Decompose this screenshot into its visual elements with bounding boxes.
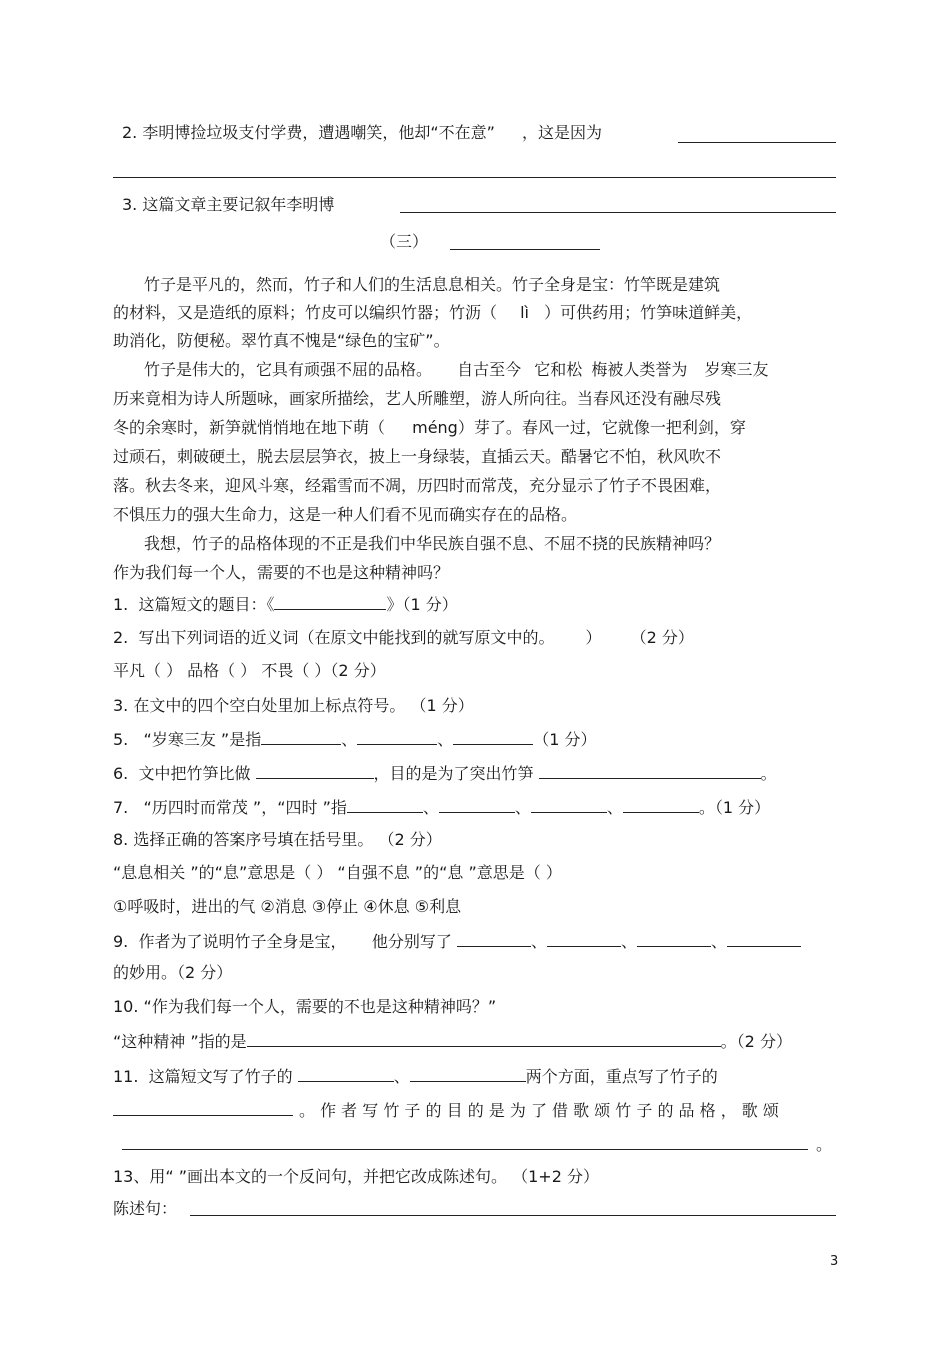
answer-blank[interactable]	[347, 796, 423, 813]
question-text: 李明博捡垃圾支付学费，遭遇嘲笑，他却“不在意”	[142, 123, 495, 142]
question-text: ，这是因为	[522, 123, 603, 142]
answer-blank[interactable]	[122, 1133, 808, 1150]
answer-blank[interactable]	[298, 1065, 394, 1082]
question-1: 1. 这篇短文的题目：《 》（1 分）	[113, 595, 458, 614]
question-2-items: 平凡（ ） 品格（ ） 不畏（ ）（2 分）	[113, 661, 386, 680]
question-11-line3: 。	[122, 1133, 832, 1156]
question-8-prompt: “息息相关 ”的“息”意思是（ ） “自强不息 ”的“息 ”意思是（ ）	[113, 863, 562, 882]
question-11: 11. 这篇短文写了竹子的 、 两个方面，重点写了竹子的	[113, 1067, 718, 1086]
passage-line: 不惧压力的强大生命力，这是一种人们看不见而确实存在的品格。	[113, 505, 578, 524]
question-8: 8. 选择正确的答案序号填在括号里。 （2 分）	[113, 830, 442, 849]
passage-line: 我想，竹子的品格体现的不正是我们中华民族自强不息、不屈不挠的民族精神吗？	[144, 534, 721, 553]
question-2-line	[122, 122, 602, 144]
answer-blank[interactable]	[453, 728, 533, 745]
answer-blank[interactable]	[410, 1065, 526, 1082]
passage-line: 落。秋去冬来，迎风斗寒，经霜雪而不凋，历四时而常茂，充分显示了竹子不畏困难，	[113, 476, 722, 495]
question-text: 这篇文章主要记叙年李明博	[142, 195, 335, 214]
answer-blank[interactable]	[439, 796, 515, 813]
question-9: 9. 作者为了说明竹子全身是宝， 他分别写了 、 、 、	[113, 930, 801, 953]
question-10-answer: “这种精神 ”指的是 。（2 分）	[113, 1032, 792, 1051]
question-11-line2: 。 作 者 写 竹 子 的 目 的 是 为 了 借 歌 颂 竹 子 的 品 格 ， 歌 颂	[113, 1099, 779, 1122]
answer-blank[interactable]	[678, 142, 836, 143]
question-2: 2. 写出下列词语的近义词（在原文中能找到的就写原文中的。 ） （2 分）	[113, 628, 694, 647]
question-10: 10. “作为我们每一个人，需要的不也是这种精神吗？”	[113, 997, 497, 1016]
passage-line: 助消化，防便秘。翠竹真不愧是“绿色的宝矿”。	[113, 331, 450, 350]
answer-blank[interactable]	[457, 930, 531, 947]
answer-blank[interactable]	[113, 1099, 293, 1116]
page-number: 3	[830, 1254, 839, 1269]
answer-line[interactable]	[113, 177, 836, 178]
passage-line: 的材料，又是造纸的原料；竹皮可以编织竹器；竹沥（ lì ）可供药用；竹笋味道鲜美，	[113, 303, 753, 322]
answer-blank[interactable]	[261, 728, 341, 745]
answer-blank[interactable]	[531, 796, 607, 813]
answer-blank[interactable]	[547, 930, 621, 947]
answer-blank[interactable]	[274, 593, 386, 610]
answer-blank[interactable]	[256, 762, 374, 779]
passage-line: 作为我们每一个人，需要的不也是这种精神吗？	[113, 563, 450, 582]
passage-line: 竹子是伟大的，它具有顽强不屈的品格。 自古至今 它和松 梅被人类誉为 岁寒三友	[144, 360, 769, 379]
passage-line: 竹子是平凡的，然而，竹子和人们的生活息息相关。竹子全身是宝：竹竿既是建筑	[144, 275, 721, 294]
section-title: （三）	[380, 232, 429, 251]
answer-blank[interactable]	[539, 762, 761, 779]
question-6: 6. 文中把竹笋比做 ，目的是为了突出竹笋 。	[113, 764, 777, 783]
question-9-end: 的妙用。（2 分）	[113, 963, 233, 982]
answer-line[interactable]	[190, 1215, 836, 1216]
passage-line: 过顽石，刺破硬土，脱去层层笋衣，披上一身绿装，直插云天。酷暑它不怕，秋风吹不	[113, 447, 722, 466]
passage-line: 冬的余寒时，新笋就悄悄地在地下萌（ méng）芽了。春风一过，它就像一把利剑，穿	[113, 418, 746, 437]
answer-blank[interactable]	[247, 1030, 721, 1047]
question-number: 2.	[122, 123, 138, 142]
passage-line: 历来竟相为诗人所题咏，画家所描绘，艺人所雕塑，游人所向往。当春风还没有融尽残	[113, 389, 722, 408]
question-5: 5. “岁寒三友 ”是指 、 、 （1 分）	[113, 730, 597, 749]
question-13: 13、用“ ”画出本文的一个反问句，并把它改成陈述句。 （1+2 分）	[113, 1167, 599, 1186]
question-3: 3. 在文中的四个空白处里加上标点符号。 （1 分）	[113, 696, 474, 715]
question-number: 3.	[122, 195, 138, 214]
answer-blank[interactable]	[400, 212, 836, 213]
question-13-answer-label: 陈述句：	[113, 1199, 178, 1218]
title-blank[interactable]	[450, 249, 600, 250]
answer-blank[interactable]	[727, 930, 801, 947]
answer-blank[interactable]	[623, 796, 699, 813]
answer-blank[interactable]	[357, 728, 437, 745]
answer-blank[interactable]	[637, 930, 711, 947]
question-3-line	[122, 194, 334, 216]
question-7: 7. “历四时而常茂 ”，“四时 ”指 、 、 、 。（1 分）	[113, 798, 771, 817]
question-8-options: ①呼吸时，进出的气 ②消息 ③停止 ④休息 ⑤利息	[113, 897, 462, 916]
